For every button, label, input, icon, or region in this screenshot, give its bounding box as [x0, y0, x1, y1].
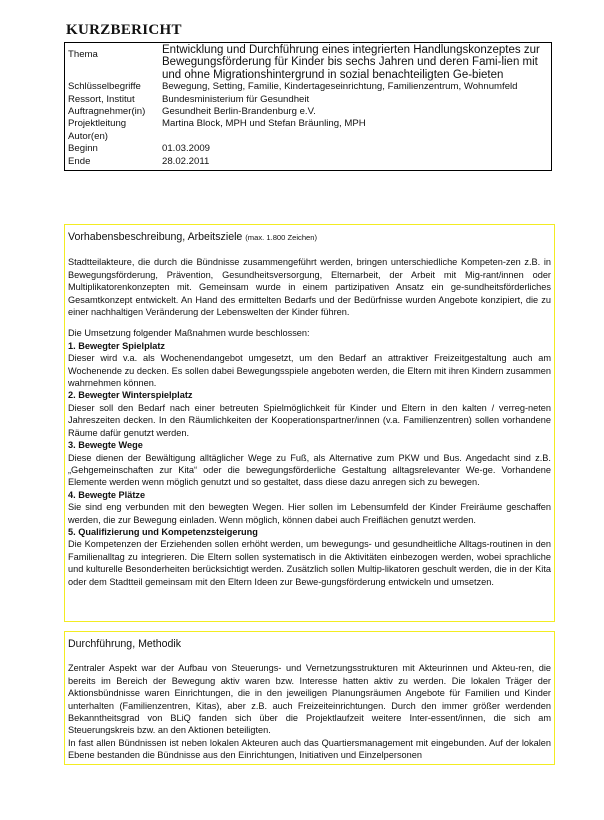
- section-title-text: Vorhabensbeschreibung, Arbeitsziele: [68, 231, 243, 243]
- meta-key: Schlüsselbegriffe: [68, 81, 141, 93]
- meta-row-auftragnehmer: [65, 106, 552, 118]
- measure-title: 1. Bewegter Spielplatz: [68, 340, 166, 351]
- section-vorhabensbeschreibung: [64, 224, 555, 622]
- meta-row-thema: [65, 43, 552, 82]
- meta-row-beginn: [65, 143, 552, 155]
- meta-value: 28.02.2011: [162, 155, 210, 167]
- measure-text: Dieser soll den Bedarf nach einer betreuten Spielmöglichkeit für Kinder und Eltern in den kalten / verreg-neten Jahreszeiten decken. In den Räumlichkeiten der Kooperationspartner/innen (v.a. Familienzentren) sollen vorhandene Räume dafür genutzt werden.: [68, 402, 551, 438]
- meta-key: Auftragnehmer(in): [68, 106, 146, 118]
- meta-row-projektleitung: [65, 118, 552, 130]
- meta-key: Autor(en): [68, 130, 108, 142]
- section-title: Durchführung, Methodik: [68, 638, 182, 650]
- meta-value: 01.03.2009: [162, 143, 211, 155]
- measure-title: 2. Bewegter Winterspielplatz: [68, 390, 193, 401]
- character-limit-note: (max. 1.800 Zeichen): [245, 233, 318, 242]
- measure-text: Dieser wird v.a. als Wochenendangebot umgesetzt, um den Bedarf an attraktiver Freizeitgestaltung auch am Wochenende zu decken. Es sollen dabei Bewegungsspiele angeboten werden, die Eltern mit ihren Kindern zusammen wahrnehmen können.: [68, 353, 551, 389]
- meta-key: Thema: [68, 49, 98, 60]
- measure-title: 4. Bewegte Plätze: [68, 489, 146, 500]
- measures-lead: Die Umsetzung folgender Maßnahmen wurde beschlossen:: [68, 328, 310, 339]
- meta-row-schluesselbegriffe: [65, 81, 552, 93]
- meta-row-ende: [65, 156, 552, 171]
- method-paragraph: Zentraler Aspekt war der Aufbau von Steuerungs- und Vernetzungsstrukturen mit Akteurinnen und Akteu-ren, die bereits im Bereich der Bewegung aktiv waren bzw. Interesse hatten aktiv zu werden. Die lokalen Träger der Aktionsbündnisse waren Einrichtungen, die in den jeweiligen Planungsräumen Angebote für Familien und Kinder unterhalten (Familienzentren, Kitas), aber z.B. auch Freizeiteinrichtungen. Durch den immer größer werdenden Bekanntheitsgrad von BLiQ fanden sich über die Projektlaufzeit weitere Inter-essent/innen, die sich am Steuerungskreis bzw. an den Aktionen beteiligten.: [68, 663, 551, 736]
- section-title: [68, 231, 551, 244]
- meta-key: Ende: [68, 155, 91, 167]
- measure-text: Sie sind eng verbunden mit den bewegten Wegen. Hier sollen im Lebensumfeld der Kinder Freiräume geschaffen werden, die zur Bewegung einladen. Wenn möglich, können dabei auch Freiflächen genutzt werden.: [68, 502, 551, 525]
- intro-paragraph: Stadtteilakteure, die durch die Bündnisse zusammengeführt werden, bringen unterschiedliche Kompeten-zen z.B. in Bewegungsförderung, Prävention, Gesundheitsversorgung, Elternarbeit, der Arbeit mit Mig-rant/innen oder Multiplikatorenkonzepten mit. Gemeinsam wurde in einem partizipativen Ansatz ein ge-sundheitsförderliches Gesamtkonzept entwickelt. An Hand des ermittelten Bedarfs und der Bedürfnisse wurden Angebote konzipiert, die zu einer nachhaltigen Veränderung der Lebenswelten der Kinder führen.: [68, 257, 551, 318]
- meta-key: Ressort, Institut: [68, 93, 135, 105]
- meta-key: Beginn: [68, 143, 98, 155]
- meta-value: Martina Block, MPH und Stefan Bräunling, MPH: [162, 118, 366, 130]
- meta-row-autoren: [65, 131, 552, 143]
- meta-value: Bundesministerium für Gesundheit: [162, 93, 310, 105]
- meta-value: Bewegung, Setting, Familie, Kindertageseinrichtung, Familienzentrum, Wohnumfeld: [162, 81, 518, 93]
- measure-title: 3. Bewegte Wege: [68, 440, 143, 451]
- method-paragraph: In fast allen Bündnissen ist neben lokalen Akteuren auch das Quartiersmanagement mit eingebunden. Auf der lokalen Ebene bestanden die Bündnisse aus den Einrichtungen, Initiativen und Einzelpersonen: [68, 737, 551, 761]
- metadata-table: [64, 42, 552, 171]
- meta-value: [159, 131, 552, 143]
- measure-text: Die Kompetenzen der Erziehenden sollen erhöht werden, um bewegungs- und gesundheitliche Alltags-routinen in den Familienalltag zu integrieren. Die Eltern sollen systematisch in die Aktivitäten einbezogen werden, wobei sprachliche und kulturelle Besonderheiten berücksichtigt werden. Zusätzlich sollen Multip-likatoren geschult werden, die in der Kita oder dem Stadtteil gemeinsam mit den Eltern Ideen zur Bewe-gungsförderung entwickeln und umsetzen.: [68, 539, 551, 587]
- report-heading: KURZBERICHT: [66, 22, 182, 38]
- meta-key: Projektleitung: [68, 118, 127, 130]
- meta-row-ressort: [65, 94, 552, 106]
- measure-text: Diese dienen der Bewältigung alltäglicher Wege zu Fuß, als Alternative zum PKW und Bus. Angedacht sind z.B. „Gehgemeinschaften zur Kita“ oder die bewegungsförderliche Gestaltung alltagsrelevanter We-ge. Vorhandene Elemente werden wenn möglich genutzt und so gestaltet, dass diese dazu anregen sich zu bewegen.: [68, 452, 551, 488]
- measure-title: 5. Qualifizierung und Kompetenzsteigerung: [68, 526, 258, 537]
- section-durchfuehrung: [64, 631, 555, 765]
- meta-value: Entwicklung und Durchführung eines integrierten Handlungskonzeptes zur Bewegungsförderung für Kinder bis sechs Jahren und deren Fami-lien mit und ohne Migrationshintergrund in sozial benachteiligten Ge-bieten: [162, 44, 540, 81]
- meta-value: Gesundheit Berlin-Brandenburg e.V.: [162, 106, 316, 118]
